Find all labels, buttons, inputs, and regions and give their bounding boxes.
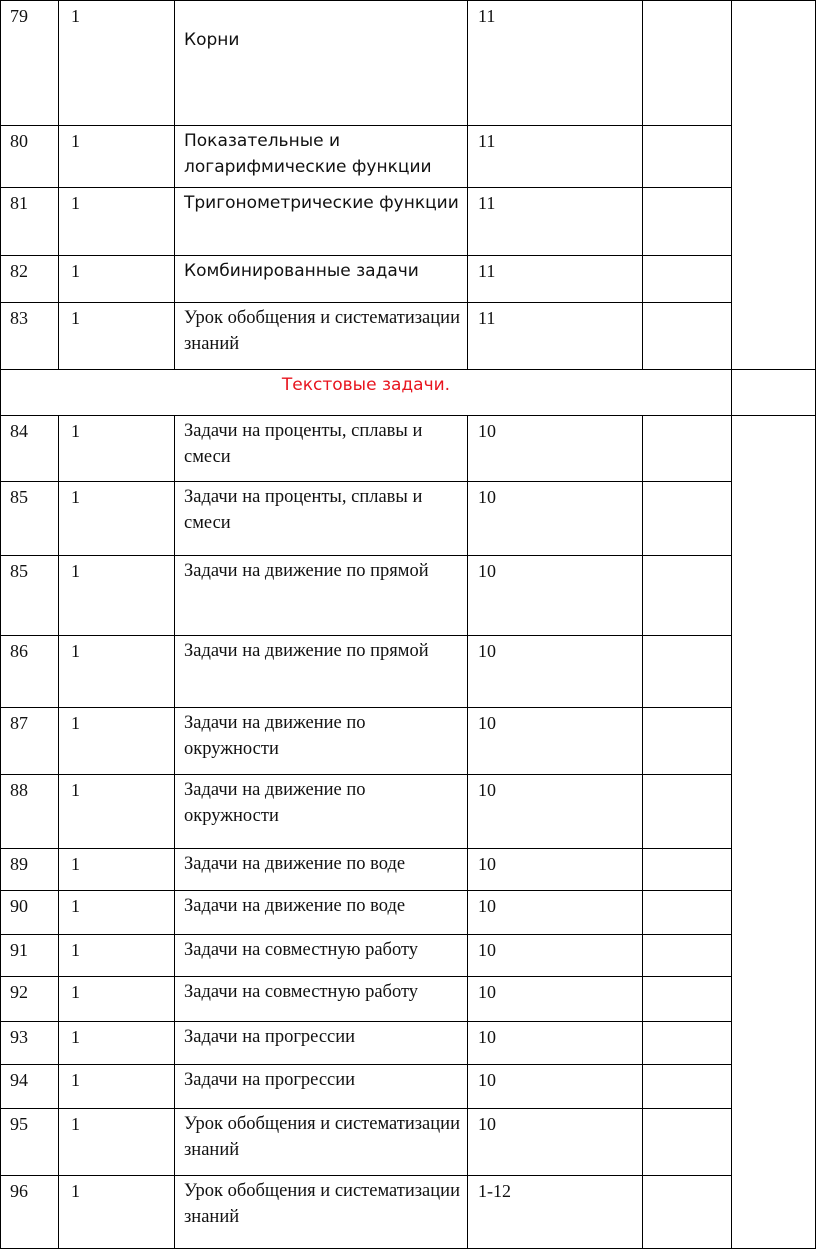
lesson-number: 85 [1, 556, 59, 636]
lesson-grade: 10 [468, 1022, 643, 1065]
empty-cell [643, 188, 732, 256]
lesson-number: 87 [1, 708, 59, 775]
empty-cell [643, 416, 732, 482]
empty-cell [643, 935, 732, 977]
empty-merged-cell [732, 416, 816, 1249]
lesson-number: 85 [1, 482, 59, 556]
lesson-hours: 1 [59, 1109, 175, 1176]
lesson-hours: 1 [59, 977, 175, 1022]
lesson-hours: 1 [59, 303, 175, 370]
lesson-grade: 10 [468, 977, 643, 1022]
table-row [1, 935, 816, 977]
lesson-grade: 11 [468, 188, 643, 256]
table-row [1, 849, 816, 891]
table-row [1, 482, 816, 556]
lesson-topic: Урок обобщения и систематизации знаний [175, 303, 468, 370]
empty-cell [643, 1022, 732, 1065]
lesson-topic: Урок обобщения и систематизации знаний [175, 1109, 468, 1176]
lesson-topic: Показательные и логарифмические функции [175, 126, 468, 188]
lesson-grade: 11 [468, 1, 643, 126]
lesson-topic: Корни [175, 1, 468, 126]
lesson-topic: Задачи на совместную работу [175, 935, 468, 977]
lesson-grade: 10 [468, 891, 643, 935]
empty-cell [643, 256, 732, 303]
lesson-topic: Задачи на прогрессии [175, 1022, 468, 1065]
lesson-topic: Комбинированные задачи [175, 256, 468, 303]
lesson-grade: 11 [468, 256, 643, 303]
empty-cell [643, 1176, 732, 1249]
lesson-hours: 1 [59, 416, 175, 482]
table-row [1, 1176, 816, 1249]
table-row [1, 636, 816, 708]
table-row [1, 126, 816, 188]
lesson-number: 89 [1, 849, 59, 891]
lesson-hours: 1 [59, 849, 175, 891]
lesson-number: 82 [1, 256, 59, 303]
lesson-hours: 1 [59, 1, 175, 126]
empty-merged-cell [732, 1, 816, 370]
table-row [1, 708, 816, 775]
lesson-hours: 1 [59, 126, 175, 188]
empty-cell [732, 370, 816, 416]
empty-cell [643, 636, 732, 708]
lesson-number: 84 [1, 416, 59, 482]
lesson-grade: 10 [468, 1065, 643, 1109]
lesson-number: 90 [1, 891, 59, 935]
lesson-topic: Задачи на движение по окружности [175, 708, 468, 775]
lesson-topic: Задачи на проценты, сплавы и смеси [175, 482, 468, 556]
lesson-grade: 10 [468, 708, 643, 775]
table-row [1, 303, 816, 370]
lesson-topic: Задачи на движение по окружности [175, 775, 468, 849]
lesson-topic: Тригонометрические функции [175, 188, 468, 256]
lesson-grade: 10 [468, 1109, 643, 1176]
lesson-number: 88 [1, 775, 59, 849]
empty-cell [643, 482, 732, 556]
lesson-hours: 1 [59, 1176, 175, 1249]
lesson-grade: 10 [468, 849, 643, 891]
table-row [1, 1022, 816, 1065]
lesson-number: 96 [1, 1176, 59, 1249]
lesson-hours: 1 [59, 188, 175, 256]
lesson-grade: 11 [468, 303, 643, 370]
lesson-hours: 1 [59, 708, 175, 775]
table-row [1, 416, 816, 482]
lesson-number: 86 [1, 636, 59, 708]
lesson-grade: 10 [468, 775, 643, 849]
section-title: Текстовые задачи. [1, 370, 732, 416]
section-row [1, 370, 816, 416]
lesson-topic: Задачи на движение по прямой [175, 556, 468, 636]
empty-cell [643, 1, 732, 126]
lesson-hours: 1 [59, 1065, 175, 1109]
empty-cell [643, 1109, 732, 1176]
lesson-grade: 10 [468, 935, 643, 977]
lesson-hours: 1 [59, 636, 175, 708]
empty-cell [643, 303, 732, 370]
lesson-grade: 10 [468, 482, 643, 556]
lesson-number: 95 [1, 1109, 59, 1176]
lesson-hours: 1 [59, 1022, 175, 1065]
table-row [1, 1109, 816, 1176]
empty-cell [643, 708, 732, 775]
lesson-topic: Задачи на проценты, сплавы и смеси [175, 416, 468, 482]
lesson-grade: 10 [468, 556, 643, 636]
table-row [1, 977, 816, 1022]
table-row [1, 775, 816, 849]
lesson-number: 92 [1, 977, 59, 1022]
lesson-topic: Задачи на совместную работу [175, 977, 468, 1022]
lesson-hours: 1 [59, 556, 175, 636]
lesson-grade: 1-12 [468, 1176, 643, 1249]
empty-cell [643, 1065, 732, 1109]
lesson-number: 93 [1, 1022, 59, 1065]
lesson-hours: 1 [59, 775, 175, 849]
lesson-number: 91 [1, 935, 59, 977]
lesson-topic: Урок обобщения и систематизации знаний [175, 1176, 468, 1249]
lesson-number: 80 [1, 126, 59, 188]
lesson-hours: 1 [59, 935, 175, 977]
table-row [1, 1, 816, 126]
lesson-hours: 1 [59, 256, 175, 303]
lesson-number: 81 [1, 188, 59, 256]
table-row [1, 891, 816, 935]
empty-cell [643, 126, 732, 188]
empty-cell [643, 775, 732, 849]
lesson-number: 83 [1, 303, 59, 370]
empty-cell [643, 977, 732, 1022]
lesson-topic: Задачи на движение по воде [175, 849, 468, 891]
lesson-number: 94 [1, 1065, 59, 1109]
empty-cell [643, 556, 732, 636]
lesson-topic: Задачи на прогрессии [175, 1065, 468, 1109]
table-row [1, 556, 816, 636]
empty-cell [643, 891, 732, 935]
lesson-number: 79 [1, 1, 59, 126]
table-row [1, 188, 816, 256]
lesson-grade: 10 [468, 636, 643, 708]
lesson-topic: Задачи на движение по воде [175, 891, 468, 935]
lesson-grade: 11 [468, 126, 643, 188]
empty-cell [643, 849, 732, 891]
lesson-hours: 1 [59, 482, 175, 556]
lesson-grade: 10 [468, 416, 643, 482]
lesson-topic: Задачи на движение по прямой [175, 636, 468, 708]
table-row [1, 1065, 816, 1109]
table-row [1, 256, 816, 303]
lesson-hours: 1 [59, 891, 175, 935]
